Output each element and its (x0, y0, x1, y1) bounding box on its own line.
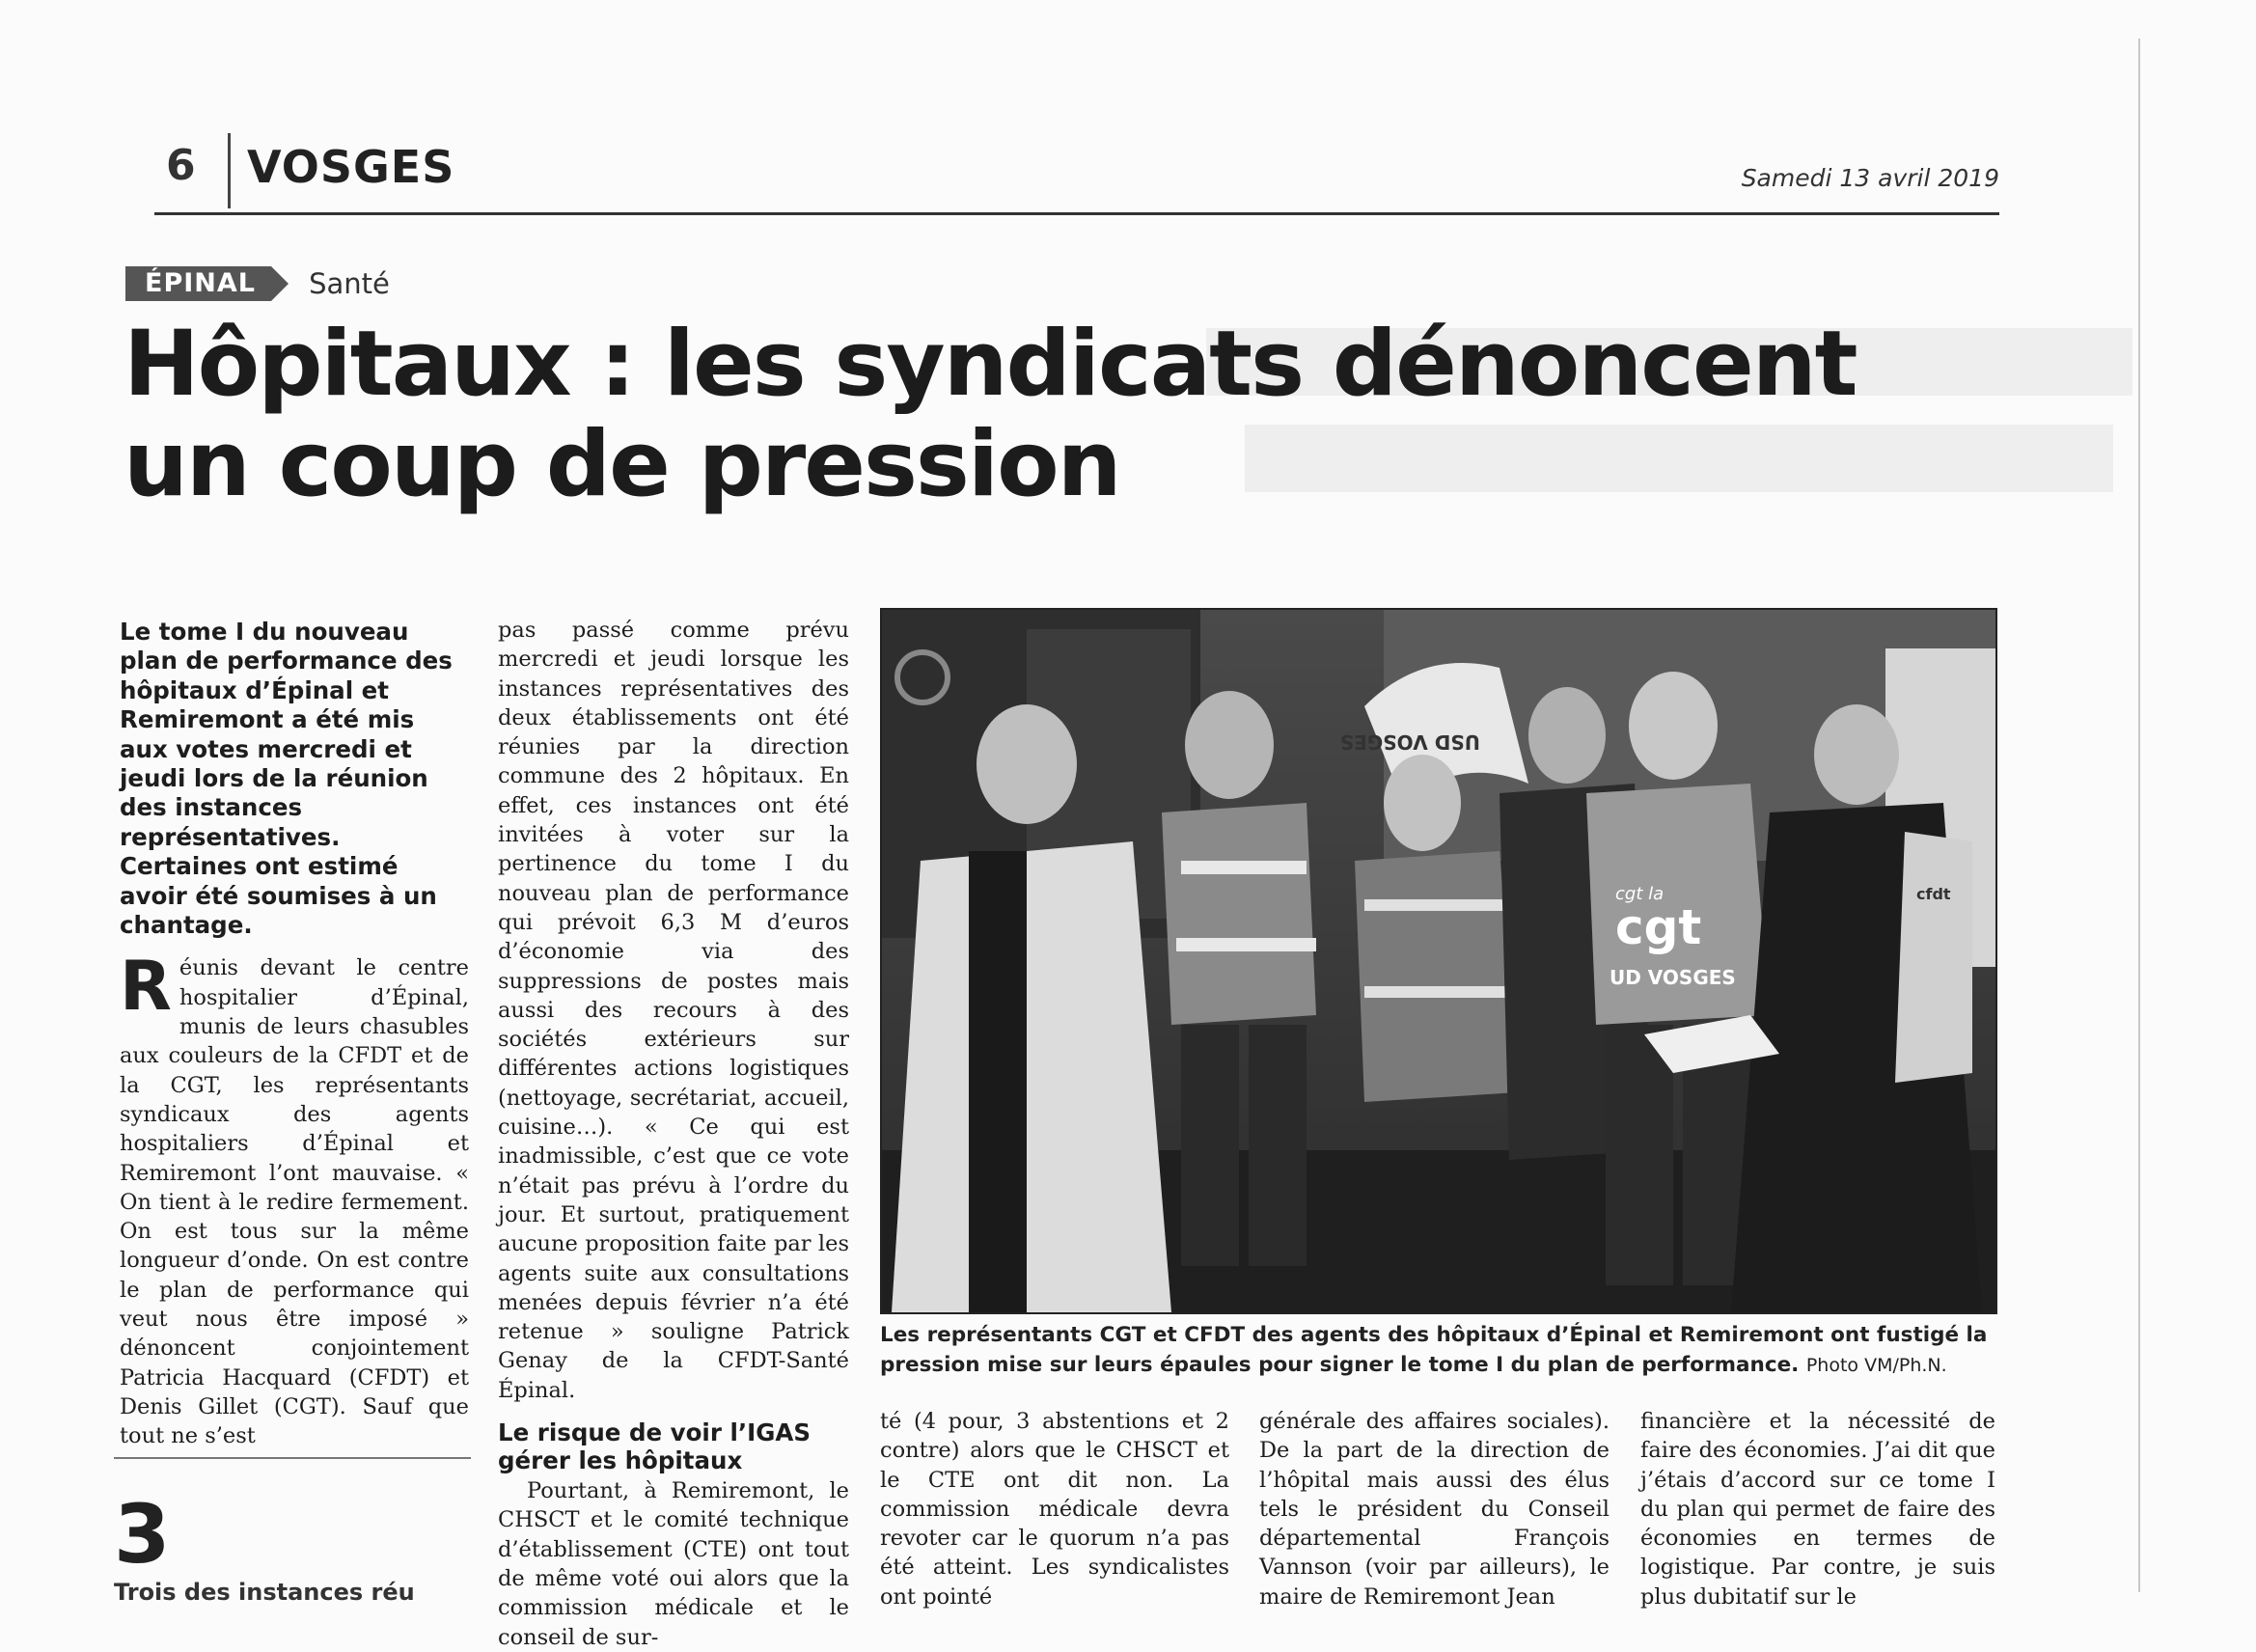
vest-text: UD VOSGES (1609, 966, 1736, 989)
subheading: Le risque de voir l’IGAS gérer les hôpitaux (498, 1418, 811, 1475)
headline: Hôpitaux : les syndicats dénoncent un coup de pression (124, 312, 1857, 517)
article-lead: Le tome I du nouveau plan de performance des hôpitaux d’Épinal et Remiremont a été mis aux votes mercredi et jeudi lors de la réunion des instances représentatives. Certaines ont estimé avoir été soumises à un chantage. (120, 618, 453, 940)
kicker (125, 266, 390, 301)
photo-credit: Photo VM/Ph.N. (1805, 1355, 1947, 1376)
drop-cap: R (120, 947, 172, 1027)
article-column-2 (498, 616, 849, 1652)
page-edge (2138, 39, 2140, 1592)
body-paragraph: Pourtant, à Remiremont, le CHSCT et le comité technique d’établissement (CTE) ont tout de même voté oui alors que la commission médicale et le conseil de sur- (498, 1478, 849, 1650)
body-paragraph (120, 947, 469, 1450)
photo-caption (880, 1320, 1999, 1381)
topic-label: Santé (309, 267, 390, 300)
body-text: éunis devant le centre hospitalier d’Épinal, munis de leurs chasubles aux couleurs de la CFDT et de la CGT, les représentants syndicaux des agents hospitaliers d’Épinal et Remiremont l’ont mauvaise. « On tient à le redire fermement. On est tous sur la même longueur d’onde. On est contre le plan de performance qui veut nous être imposé » dénoncent conjointement Patricia Hacquard (CFDT) et Denis Gillet (CGT). Sauf que tout ne s’est (120, 955, 469, 1449)
issue-date: Samedi 13 avril 2019 (1741, 164, 1999, 192)
section-title: VOSGES (247, 141, 455, 193)
article-column-1 (120, 618, 469, 1451)
vest-logo-small: cgt la (1615, 884, 1664, 904)
caption-text: Les représentants CGT et CFDT des agents des hôpitaux d’Épinal et Remiremont ont fustigé la pression mise sur leurs épaules pour signer le tome I du plan de performance. (880, 1323, 1988, 1377)
body-paragraph: pas passé comme prévu mercredi et jeudi lorsque les instances représentatives des deux établissements ont été réunies par la direction commune des 2 hôpitaux. En effet, ces instances ont été invitées à voter sur la pertinence du tome I du nouveau plan de performance qui prévoit 6,3 M d’euros d’économie via des suppressions de postes mais aussi des recours à des sociétés extérieurs sur différentes actions logistiques (nettoyage, secrétariat, accueil, cuisine…). « Ce qui est inadmissible, c’est que ce vote n’était pas prévu à l’ordre du jour. Et surtout, pratiquement aucune proposition faite par les agents suite aux consultations menées depuis février n’a été retenue » souligne Patrick Genay de la CFDT-Santé Épinal. (498, 618, 849, 1403)
sidebar-rule (114, 1457, 471, 1459)
page-number: 6 (166, 141, 196, 190)
sidebar-number: 3 (114, 1487, 171, 1582)
location-tag: ÉPINAL (125, 266, 271, 301)
article-column-4: générale des affaires sociales). De la part de la direction de l’hôpital mais aussi des élus tels le président du Conseil départemental François Vannson (voir par ailleurs), le maire de Remiremont Jean (1259, 1409, 1609, 1610)
article-column-5: financière et la nécessité de faire des économies. J’ai dit que j’étais d’accord sur ce tome I du plan qui permet de faire des économies en termes de logistique. Par contre, je suis plus dubitatif sur le (1640, 1409, 1995, 1610)
banner-text: USD VOSGES (1339, 730, 1480, 754)
article-column-3: té (4 pour, 3 abstentions et 2 contre) alors que le CHSCT et le CTE ont dit non. La commission médicale devra revoter car le quorum n’a pas été atteint. Les syndicalistes ont pointé (880, 1409, 1229, 1610)
news-photo (880, 608, 1997, 1314)
photo-illustration (882, 610, 1995, 1312)
page-header (154, 133, 1999, 215)
vest-logo: cgt (1615, 899, 1702, 955)
sidebar-teaser: Trois des instances réu (114, 1579, 415, 1606)
vest-logo-2: cfdt (1916, 885, 1951, 903)
header-divider (228, 133, 231, 208)
